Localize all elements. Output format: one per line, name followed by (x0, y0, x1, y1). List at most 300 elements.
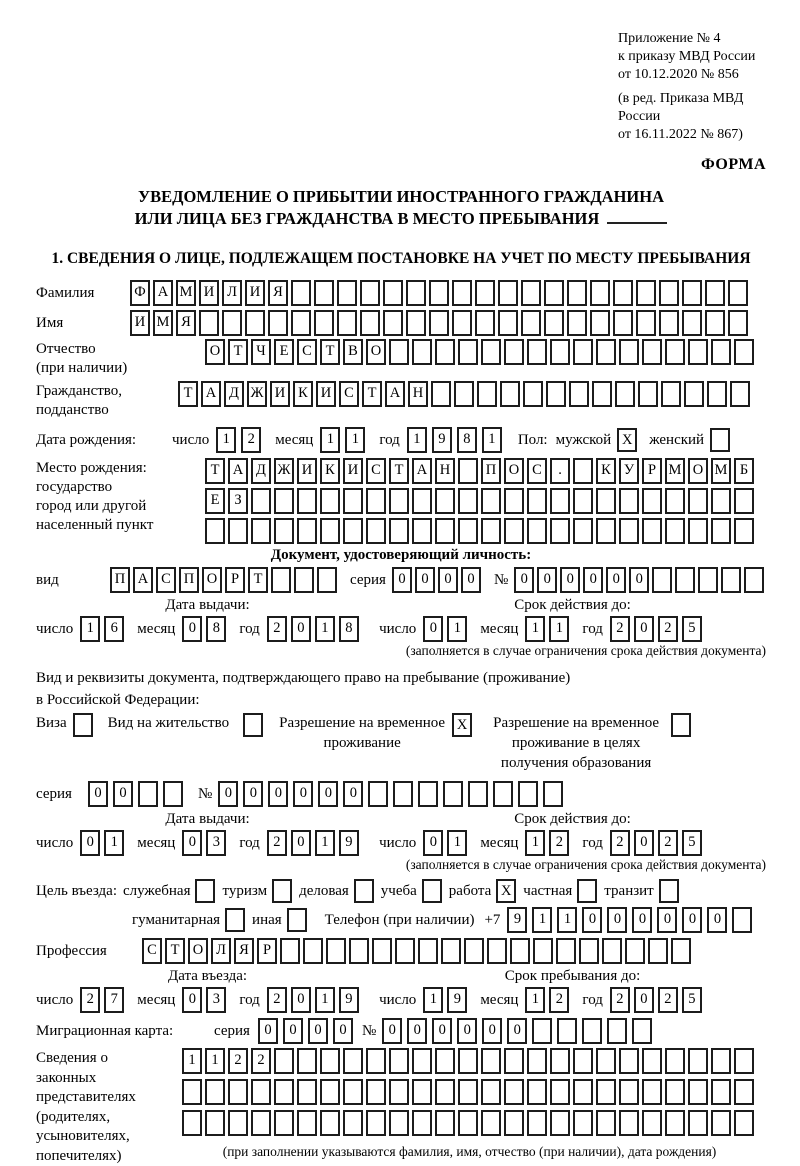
char-cell[interactable] (661, 381, 681, 407)
char-cell[interactable]: 0 (682, 907, 702, 933)
char-cell[interactable] (366, 1048, 386, 1074)
char-cell[interactable] (665, 1079, 685, 1105)
char-cell[interactable]: С (142, 938, 162, 964)
char-cell[interactable]: И (316, 381, 336, 407)
char-cell[interactable] (596, 1110, 616, 1136)
char-cell[interactable]: К (293, 381, 313, 407)
char-cell[interactable]: О (504, 458, 524, 484)
char-cell[interactable] (389, 1079, 409, 1105)
char-cell[interactable]: 0 (606, 567, 626, 593)
char-cell[interactable]: 0 (291, 987, 311, 1013)
char-cell[interactable]: Л (211, 938, 231, 964)
char-cell[interactable]: 1 (532, 907, 552, 933)
char-cell[interactable]: П (110, 567, 130, 593)
char-cell[interactable]: О (202, 567, 222, 593)
char-cell[interactable] (579, 938, 599, 964)
char-cell[interactable]: Л (222, 280, 242, 306)
char-cell[interactable]: 0 (707, 907, 727, 933)
temporary-residence-checkbox[interactable]: X (452, 713, 472, 737)
char-cell[interactable] (573, 488, 593, 514)
char-cell[interactable] (596, 488, 616, 514)
char-cell[interactable]: М (711, 458, 731, 484)
char-cell[interactable]: Е (205, 488, 225, 514)
char-cell[interactable] (435, 1048, 455, 1074)
char-cell[interactable] (317, 567, 337, 593)
char-cell[interactable]: 2 (267, 616, 287, 642)
char-cell[interactable] (412, 518, 432, 544)
char-cell[interactable]: 0 (537, 567, 557, 593)
char-cell[interactable] (550, 1079, 570, 1105)
char-cell[interactable]: 9 (447, 987, 467, 1013)
char-cell[interactable] (372, 938, 392, 964)
char-cell[interactable] (320, 1079, 340, 1105)
char-cell[interactable] (274, 518, 294, 544)
char-cell[interactable]: 0 (308, 1018, 328, 1044)
char-cell[interactable]: Ч (251, 339, 271, 365)
char-cell[interactable]: 1 (407, 427, 427, 453)
char-cell[interactable] (648, 938, 668, 964)
char-cell[interactable]: 0 (293, 781, 313, 807)
char-cell[interactable] (596, 1079, 616, 1105)
char-cell[interactable] (435, 339, 455, 365)
char-cell[interactable]: 0 (634, 987, 654, 1013)
char-cell[interactable]: 2 (267, 987, 287, 1013)
char-cell[interactable] (642, 339, 662, 365)
char-cell[interactable]: 1 (525, 830, 545, 856)
char-cell[interactable]: Д (251, 458, 271, 484)
char-cell[interactable] (205, 1110, 225, 1136)
char-cell[interactable] (711, 488, 731, 514)
char-cell[interactable]: 0 (657, 907, 677, 933)
char-cell[interactable] (271, 567, 291, 593)
char-cell[interactable]: Р (225, 567, 245, 593)
char-cell[interactable]: 0 (382, 1018, 402, 1044)
char-cell[interactable]: 2 (241, 427, 261, 453)
char-cell[interactable]: 0 (268, 781, 288, 807)
char-cell[interactable] (550, 339, 570, 365)
char-cell[interactable] (730, 381, 750, 407)
char-cell[interactable] (395, 938, 415, 964)
char-cell[interactable]: 2 (658, 987, 678, 1013)
char-cell[interactable] (297, 1079, 317, 1105)
char-cell[interactable]: У (619, 458, 639, 484)
char-cell[interactable] (665, 518, 685, 544)
char-cell[interactable]: 0 (632, 907, 652, 933)
char-cell[interactable]: 0 (432, 1018, 452, 1044)
char-cell[interactable]: 0 (392, 567, 412, 593)
char-cell[interactable]: И (199, 280, 219, 306)
char-cell[interactable]: 0 (258, 1018, 278, 1044)
char-cell[interactable]: М (153, 310, 173, 336)
char-cell[interactable]: 8 (457, 427, 477, 453)
char-cell[interactable] (441, 938, 461, 964)
char-cell[interactable] (682, 310, 702, 336)
char-cell[interactable]: А (153, 280, 173, 306)
char-cell[interactable] (550, 518, 570, 544)
char-cell[interactable] (682, 280, 702, 306)
char-cell[interactable] (569, 381, 589, 407)
char-cell[interactable]: 0 (583, 567, 603, 593)
char-cell[interactable] (619, 339, 639, 365)
char-cell[interactable] (592, 381, 612, 407)
char-cell[interactable] (412, 1110, 432, 1136)
char-cell[interactable] (711, 1079, 731, 1105)
char-cell[interactable] (707, 381, 727, 407)
char-cell[interactable]: 1 (315, 616, 335, 642)
char-cell[interactable] (659, 310, 679, 336)
char-cell[interactable]: 0 (423, 616, 443, 642)
temporary-residence-education-checkbox[interactable] (671, 713, 691, 737)
char-cell[interactable] (527, 339, 547, 365)
char-cell[interactable]: 0 (113, 781, 133, 807)
char-cell[interactable] (297, 518, 317, 544)
char-cell[interactable]: 2 (610, 616, 630, 642)
char-cell[interactable]: 0 (80, 830, 100, 856)
char-cell[interactable] (182, 1079, 202, 1105)
char-cell[interactable] (418, 781, 438, 807)
char-cell[interactable] (291, 310, 311, 336)
purpose-transit-checkbox[interactable] (659, 879, 679, 903)
char-cell[interactable] (734, 1110, 754, 1136)
char-cell[interactable] (481, 339, 501, 365)
char-cell[interactable]: 1 (345, 427, 365, 453)
char-cell[interactable] (543, 781, 563, 807)
char-cell[interactable] (383, 310, 403, 336)
char-cell[interactable] (642, 1048, 662, 1074)
char-cell[interactable] (360, 310, 380, 336)
char-cell[interactable] (343, 1110, 363, 1136)
char-cell[interactable] (297, 488, 317, 514)
char-cell[interactable] (406, 280, 426, 306)
char-cell[interactable] (458, 1048, 478, 1074)
char-cell[interactable]: 2 (658, 616, 678, 642)
char-cell[interactable]: 2 (549, 987, 569, 1013)
char-cell[interactable] (711, 1048, 731, 1074)
char-cell[interactable] (567, 280, 587, 306)
char-cell[interactable] (251, 488, 271, 514)
char-cell[interactable] (734, 339, 754, 365)
char-cell[interactable]: О (366, 339, 386, 365)
char-cell[interactable] (602, 938, 622, 964)
char-cell[interactable] (245, 310, 265, 336)
char-cell[interactable] (320, 488, 340, 514)
char-cell[interactable]: 1 (482, 427, 502, 453)
char-cell[interactable] (481, 1110, 501, 1136)
char-cell[interactable]: 0 (607, 907, 627, 933)
char-cell[interactable] (625, 938, 645, 964)
char-cell[interactable] (642, 488, 662, 514)
char-cell[interactable]: Т (178, 381, 198, 407)
char-cell[interactable]: В (343, 339, 363, 365)
char-cell[interactable] (619, 1048, 639, 1074)
char-cell[interactable]: 8 (206, 616, 226, 642)
char-cell[interactable]: 0 (438, 567, 458, 593)
char-cell[interactable]: Я (234, 938, 254, 964)
purpose-official-checkbox[interactable] (195, 879, 215, 903)
char-cell[interactable]: И (245, 280, 265, 306)
char-cell[interactable] (294, 567, 314, 593)
char-cell[interactable] (711, 1110, 731, 1136)
char-cell[interactable] (665, 1110, 685, 1136)
char-cell[interactable] (632, 1018, 652, 1044)
char-cell[interactable] (642, 1079, 662, 1105)
char-cell[interactable] (498, 310, 518, 336)
purpose-other-checkbox[interactable] (287, 908, 307, 932)
char-cell[interactable] (728, 280, 748, 306)
char-cell[interactable]: А (385, 381, 405, 407)
char-cell[interactable]: 2 (228, 1048, 248, 1074)
char-cell[interactable] (481, 488, 501, 514)
char-cell[interactable]: 0 (291, 616, 311, 642)
char-cell[interactable]: 9 (507, 907, 527, 933)
char-cell[interactable] (406, 310, 426, 336)
char-cell[interactable] (320, 1110, 340, 1136)
char-cell[interactable] (452, 310, 472, 336)
char-cell[interactable] (642, 1110, 662, 1136)
char-cell[interactable]: Т (228, 339, 248, 365)
char-cell[interactable] (556, 938, 576, 964)
char-cell[interactable] (389, 518, 409, 544)
char-cell[interactable] (458, 339, 478, 365)
char-cell[interactable] (573, 339, 593, 365)
char-cell[interactable] (222, 310, 242, 336)
char-cell[interactable]: 0 (343, 781, 363, 807)
char-cell[interactable]: 1 (557, 907, 577, 933)
char-cell[interactable]: П (179, 567, 199, 593)
char-cell[interactable]: А (412, 458, 432, 484)
char-cell[interactable]: З (228, 488, 248, 514)
char-cell[interactable] (337, 310, 357, 336)
char-cell[interactable] (504, 1110, 524, 1136)
char-cell[interactable]: Ж (247, 381, 267, 407)
char-cell[interactable]: 2 (251, 1048, 271, 1074)
char-cell[interactable] (343, 1079, 363, 1105)
char-cell[interactable]: 0 (218, 781, 238, 807)
char-cell[interactable] (613, 280, 633, 306)
purpose-humanitarian-checkbox[interactable] (225, 908, 245, 932)
char-cell[interactable] (343, 518, 363, 544)
char-cell[interactable]: П (481, 458, 501, 484)
char-cell[interactable] (504, 339, 524, 365)
char-cell[interactable] (532, 1018, 552, 1044)
char-cell[interactable] (665, 488, 685, 514)
char-cell[interactable] (163, 781, 183, 807)
char-cell[interactable] (638, 381, 658, 407)
char-cell[interactable]: . (550, 458, 570, 484)
char-cell[interactable] (481, 1079, 501, 1105)
char-cell[interactable] (205, 1079, 225, 1105)
char-cell[interactable]: Е (274, 339, 294, 365)
char-cell[interactable] (510, 938, 530, 964)
char-cell[interactable]: Я (176, 310, 196, 336)
char-cell[interactable] (251, 1110, 271, 1136)
char-cell[interactable] (688, 518, 708, 544)
char-cell[interactable]: 1 (423, 987, 443, 1013)
char-cell[interactable]: 0 (560, 567, 580, 593)
char-cell[interactable] (291, 280, 311, 306)
char-cell[interactable]: 0 (318, 781, 338, 807)
char-cell[interactable]: 2 (658, 830, 678, 856)
char-cell[interactable] (619, 518, 639, 544)
char-cell[interactable] (596, 518, 616, 544)
char-cell[interactable] (274, 1048, 294, 1074)
char-cell[interactable] (326, 938, 346, 964)
char-cell[interactable]: 1 (525, 987, 545, 1013)
char-cell[interactable]: 1 (447, 616, 467, 642)
char-cell[interactable] (596, 1048, 616, 1074)
char-cell[interactable] (527, 1079, 547, 1105)
char-cell[interactable] (228, 1110, 248, 1136)
char-cell[interactable]: К (320, 458, 340, 484)
char-cell[interactable] (518, 781, 538, 807)
char-cell[interactable]: Д (224, 381, 244, 407)
char-cell[interactable] (636, 310, 656, 336)
char-cell[interactable]: С (339, 381, 359, 407)
char-cell[interactable] (349, 938, 369, 964)
char-cell[interactable]: 0 (407, 1018, 427, 1044)
char-cell[interactable]: А (201, 381, 221, 407)
char-cell[interactable]: 0 (182, 616, 202, 642)
char-cell[interactable] (590, 280, 610, 306)
char-cell[interactable] (521, 310, 541, 336)
char-cell[interactable] (688, 1079, 708, 1105)
char-cell[interactable] (368, 781, 388, 807)
char-cell[interactable] (533, 938, 553, 964)
char-cell[interactable]: Р (257, 938, 277, 964)
char-cell[interactable] (412, 488, 432, 514)
char-cell[interactable] (546, 381, 566, 407)
char-cell[interactable] (458, 518, 478, 544)
purpose-private-checkbox[interactable] (577, 879, 597, 903)
char-cell[interactable]: С (297, 339, 317, 365)
char-cell[interactable]: О (688, 458, 708, 484)
char-cell[interactable] (721, 567, 741, 593)
char-cell[interactable]: Т (165, 938, 185, 964)
char-cell[interactable]: А (133, 567, 153, 593)
char-cell[interactable]: 1 (315, 830, 335, 856)
char-cell[interactable] (464, 938, 484, 964)
char-cell[interactable]: 1 (315, 987, 335, 1013)
char-cell[interactable] (412, 339, 432, 365)
char-cell[interactable] (500, 381, 520, 407)
char-cell[interactable] (435, 1079, 455, 1105)
char-cell[interactable] (454, 381, 474, 407)
char-cell[interactable] (557, 1018, 577, 1044)
char-cell[interactable]: 7 (104, 987, 124, 1013)
char-cell[interactable] (274, 1079, 294, 1105)
char-cell[interactable] (251, 518, 271, 544)
char-cell[interactable] (613, 310, 633, 336)
char-cell[interactable] (274, 1110, 294, 1136)
char-cell[interactable]: 2 (549, 830, 569, 856)
char-cell[interactable] (615, 381, 635, 407)
char-cell[interactable] (251, 1079, 271, 1105)
char-cell[interactable] (199, 310, 219, 336)
char-cell[interactable]: Т (389, 458, 409, 484)
char-cell[interactable] (429, 310, 449, 336)
char-cell[interactable] (458, 458, 478, 484)
char-cell[interactable]: 0 (243, 781, 263, 807)
char-cell[interactable] (366, 518, 386, 544)
char-cell[interactable] (228, 518, 248, 544)
char-cell[interactable] (393, 781, 413, 807)
char-cell[interactable] (475, 280, 495, 306)
char-cell[interactable] (418, 938, 438, 964)
char-cell[interactable] (412, 1079, 432, 1105)
purpose-work-checkbox[interactable]: X (496, 879, 516, 903)
sex-female-checkbox[interactable] (710, 428, 730, 452)
char-cell[interactable] (383, 280, 403, 306)
char-cell[interactable]: 2 (610, 987, 630, 1013)
char-cell[interactable] (458, 488, 478, 514)
char-cell[interactable] (487, 938, 507, 964)
char-cell[interactable]: 0 (88, 781, 108, 807)
char-cell[interactable] (550, 1110, 570, 1136)
char-cell[interactable] (458, 1079, 478, 1105)
purpose-study-checkbox[interactable] (422, 879, 442, 903)
char-cell[interactable] (582, 1018, 602, 1044)
char-cell[interactable] (573, 518, 593, 544)
char-cell[interactable] (688, 488, 708, 514)
char-cell[interactable] (435, 488, 455, 514)
char-cell[interactable] (636, 280, 656, 306)
char-cell[interactable]: 0 (415, 567, 435, 593)
sex-male-checkbox[interactable]: X (617, 428, 637, 452)
char-cell[interactable] (435, 518, 455, 544)
char-cell[interactable] (477, 381, 497, 407)
char-cell[interactable] (297, 1048, 317, 1074)
char-cell[interactable] (642, 518, 662, 544)
char-cell[interactable]: Т (248, 567, 268, 593)
char-cell[interactable] (550, 488, 570, 514)
char-cell[interactable] (573, 458, 593, 484)
char-cell[interactable]: 0 (582, 907, 602, 933)
char-cell[interactable]: 1 (205, 1048, 225, 1074)
char-cell[interactable] (734, 1079, 754, 1105)
char-cell[interactable]: 9 (339, 987, 359, 1013)
char-cell[interactable]: 5 (682, 616, 702, 642)
char-cell[interactable] (366, 488, 386, 514)
char-cell[interactable]: 8 (339, 616, 359, 642)
char-cell[interactable] (698, 567, 718, 593)
char-cell[interactable]: 1 (447, 830, 467, 856)
char-cell[interactable] (573, 1048, 593, 1074)
char-cell[interactable]: Ж (274, 458, 294, 484)
char-cell[interactable] (280, 938, 300, 964)
purpose-business-checkbox[interactable] (354, 879, 374, 903)
char-cell[interactable] (343, 1048, 363, 1074)
char-cell[interactable] (544, 310, 564, 336)
char-cell[interactable]: 9 (432, 427, 452, 453)
char-cell[interactable] (182, 1110, 202, 1136)
char-cell[interactable]: М (176, 280, 196, 306)
char-cell[interactable] (366, 1079, 386, 1105)
char-cell[interactable] (732, 907, 752, 933)
char-cell[interactable]: А (228, 458, 248, 484)
char-cell[interactable]: Ф (130, 280, 150, 306)
char-cell[interactable] (389, 1048, 409, 1074)
char-cell[interactable] (573, 1079, 593, 1105)
char-cell[interactable] (734, 1048, 754, 1074)
char-cell[interactable]: И (130, 310, 150, 336)
char-cell[interactable]: 3 (206, 830, 226, 856)
char-cell[interactable]: 1 (182, 1048, 202, 1074)
char-cell[interactable] (573, 1110, 593, 1136)
char-cell[interactable]: 0 (482, 1018, 502, 1044)
char-cell[interactable]: 6 (104, 616, 124, 642)
char-cell[interactable] (504, 518, 524, 544)
char-cell[interactable] (550, 1048, 570, 1074)
